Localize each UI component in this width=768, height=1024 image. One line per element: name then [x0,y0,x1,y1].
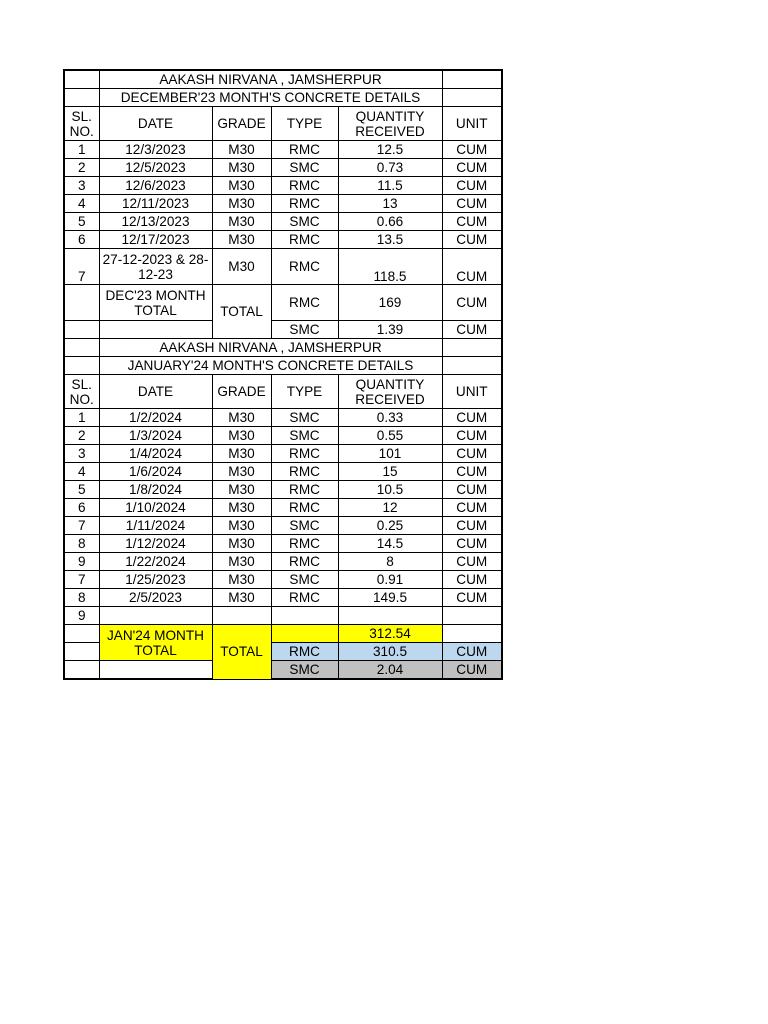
cell-sl-no: 5 [64,213,99,231]
cell-type: SMC [271,427,338,445]
cell-grade: M30 [212,589,271,607]
blank-cell [271,625,338,643]
total-rmc-unit: CUM [442,643,502,661]
header-quantity: QUANTITY RECEIVED [338,107,442,141]
cell-date: 1/10/2024 [99,499,212,517]
december-total-rmc-row [64,285,502,321]
cell-sl-no: 1 [64,409,99,427]
cell-date: 12/3/2023 [99,141,212,159]
cell-date [99,607,212,625]
header-quantity: QUANTITY RECEIVED [338,375,442,409]
january-project-row [64,339,502,357]
blank-cell [442,625,502,643]
cell-sl-no: 1 [64,141,99,159]
cell-type: SMC [271,517,338,535]
cell-quantity: 149.5 [338,589,442,607]
blank-cell [442,89,502,107]
cell-grade [212,607,271,625]
cell-quantity: 13.5 [338,231,442,249]
cell-quantity: 0.33 [338,409,442,427]
cell-sl-no: 7 [64,249,99,285]
cell-date: 1/4/2024 [99,445,212,463]
cell-sl-no: 9 [64,553,99,571]
cell-quantity [338,607,442,625]
blank-cell [64,321,99,339]
cell-sl-no: 6 [64,499,99,517]
cell-unit: CUM [442,141,502,159]
cell-type: RMC [271,553,338,571]
blank-cell [64,89,99,107]
cell-grade: M30 [212,195,271,213]
cell-unit: CUM [442,517,502,535]
cell-quantity: 12 [338,499,442,517]
header-grade: GRADE [212,107,271,141]
cell-date: 1/12/2024 [99,535,212,553]
cell-unit: CUM [442,177,502,195]
cell-grade: M30 [212,427,271,445]
cell-unit: CUM [442,535,502,553]
cell-unit: CUM [442,445,502,463]
total-smc-qty: 2.04 [338,661,442,680]
table-row [64,463,502,481]
total-smc-type: SMC [271,661,338,680]
total-rmc-type: RMC [271,643,338,661]
header-unit: UNIT [442,375,502,409]
table-row [64,607,502,625]
cell-date: 1/6/2024 [99,463,212,481]
cell-sl-no: 8 [64,535,99,553]
cell-date: 1/3/2024 [99,427,212,445]
cell-sl-no: 3 [64,177,99,195]
cell-unit: CUM [442,589,502,607]
cell-type: RMC [271,141,338,159]
cell-quantity: 0.73 [338,159,442,177]
cell-sl-no: 7 [64,517,99,535]
total-smc-qty: 1.39 [338,321,442,339]
cell-date: 12/13/2023 [99,213,212,231]
cell-quantity: 118.5 [338,249,442,285]
cell-type: RMC [271,463,338,481]
cell-grade: M30 [212,213,271,231]
concrete-details-sheet [63,69,503,680]
cell-grade: M30 [212,445,271,463]
cell-type: SMC [271,159,338,177]
cell-date: 2/5/2023 [99,589,212,607]
header-date: DATE [99,375,212,409]
cell-date: 1/8/2024 [99,481,212,499]
december-header-row [64,107,502,141]
header-type: TYPE [271,107,338,141]
cell-unit: CUM [442,571,502,589]
cell-type: RMC [271,481,338,499]
table-row [64,427,502,445]
cell-type [271,607,338,625]
blank-cell [64,285,99,321]
cell-unit: CUM [442,195,502,213]
cell-grade: M30 [212,159,271,177]
table-row [64,195,502,213]
cell-grade: M30 [212,141,271,159]
table-row [64,481,502,499]
cell-unit: CUM [442,553,502,571]
total-smc-type: SMC [271,321,338,339]
blank-cell [442,357,502,375]
total-smc-unit: CUM [442,661,502,680]
cell-sl-no: 5 [64,481,99,499]
blank-cell [442,70,502,89]
cell-date: 27-12-2023 & 28-12-23 [99,249,212,285]
cell-type: RMC [271,445,338,463]
grand-total-value: 312.54 [338,625,442,643]
table-row [64,231,502,249]
table-row [64,249,502,285]
cell-date: 1/11/2024 [99,517,212,535]
january-total-smc-row [64,661,502,680]
cell-unit: CUM [442,409,502,427]
cell-type: RMC [271,177,338,195]
cell-grade: M30 [212,463,271,481]
total-smc-unit: CUM [442,321,502,339]
section-title: JANUARY'24 MONTH'S CONCRETE DETAILS [99,357,442,375]
cell-sl-no: 7 [64,571,99,589]
total-word: TOTAL [212,625,271,680]
project-name: AAKASH NIRVANA , JAMSHERPUR [99,339,442,357]
january-header-row [64,375,502,409]
cell-date: 12/5/2023 [99,159,212,177]
project-name: AAKASH NIRVANA , JAMSHERPUR [99,70,442,89]
cell-grade: M30 [212,481,271,499]
cell-date: 1/2/2024 [99,409,212,427]
cell-unit [442,607,502,625]
cell-quantity: 0.55 [338,427,442,445]
cell-type: RMC [271,499,338,517]
cell-sl-no: 2 [64,427,99,445]
blank-cell [64,339,99,357]
total-rmc-type: RMC [271,285,338,321]
total-rmc-qty: 310.5 [338,643,442,661]
december-project-row [64,70,502,89]
table-row [64,589,502,607]
cell-date: 1/22/2024 [99,553,212,571]
cell-unit: CUM [442,481,502,499]
header-type: TYPE [271,375,338,409]
blank-cell [64,643,99,661]
cell-grade: M30 [212,231,271,249]
cell-grade: M30 [212,499,271,517]
total-word: TOTAL [212,285,271,339]
table-row [64,213,502,231]
cell-quantity: 8 [338,553,442,571]
cell-sl-no: 4 [64,195,99,213]
cell-sl-no: 3 [64,445,99,463]
table-row [64,409,502,427]
cell-grade: M30 [212,553,271,571]
cell-grade: M30 [212,517,271,535]
cell-type: RMC [271,589,338,607]
cell-unit: CUM [442,427,502,445]
cell-grade: M30 [212,177,271,195]
cell-sl-no: 2 [64,159,99,177]
cell-unit: CUM [442,213,502,231]
december-total-smc-row [64,321,502,339]
table-row [64,571,502,589]
blank-cell [99,321,212,339]
cell-quantity: 0.91 [338,571,442,589]
cell-quantity: 15 [338,463,442,481]
cell-quantity: 0.25 [338,517,442,535]
cell-quantity: 13 [338,195,442,213]
sheet-body [64,70,502,679]
table-row [64,517,502,535]
cell-grade: M30 [212,571,271,589]
total-rmc-qty: 169 [338,285,442,321]
header-date: DATE [99,107,212,141]
table-row [64,141,502,159]
january-title-row [64,357,502,375]
total-label: DEC'23 MONTH TOTAL [99,285,212,321]
blank-cell [64,661,99,680]
cell-sl-no: 8 [64,589,99,607]
cell-type: RMC [271,195,338,213]
cell-type: SMC [271,409,338,427]
blank-cell [64,357,99,375]
header-sl-no: SL. NO. [64,375,99,409]
cell-sl-no: 4 [64,463,99,481]
blank-cell [64,625,99,643]
cell-date: 12/6/2023 [99,177,212,195]
header-grade: GRADE [212,375,271,409]
cell-type: RMC [271,231,338,249]
cell-sl-no: 6 [64,231,99,249]
cell-type: RMC [271,249,338,285]
cell-quantity: 10.5 [338,481,442,499]
cell-quantity: 12.5 [338,141,442,159]
cell-sl-no: 9 [64,607,99,625]
header-sl-no: SL. NO. [64,107,99,141]
cell-date: 12/11/2023 [99,195,212,213]
cell-unit: CUM [442,463,502,481]
table-row [64,159,502,177]
section-title: DECEMBER'23 MONTH'S CONCRETE DETAILS [99,89,442,107]
table-row [64,535,502,553]
cell-type: RMC [271,535,338,553]
cell-quantity: 11.5 [338,177,442,195]
cell-type: SMC [271,213,338,231]
cell-grade: M30 [212,409,271,427]
cell-grade: M30 [212,535,271,553]
cell-date: 1/25/2023 [99,571,212,589]
cell-unit: CUM [442,159,502,177]
cell-quantity: 14.5 [338,535,442,553]
cell-unit: CUM [442,249,502,285]
cell-unit: CUM [442,231,502,249]
blank-cell [64,70,99,89]
cell-date: 12/17/2023 [99,231,212,249]
cell-type: SMC [271,571,338,589]
january-grand-total-row [64,625,502,643]
total-rmc-unit: CUM [442,285,502,321]
table-row [64,553,502,571]
cell-unit: CUM [442,499,502,517]
december-title-row [64,89,502,107]
blank-cell [442,339,502,357]
blank-cell [99,661,212,680]
header-unit: UNIT [442,107,502,141]
table-row [64,445,502,463]
table-row [64,177,502,195]
cell-quantity: 0.66 [338,213,442,231]
cell-quantity: 101 [338,445,442,463]
cell-grade: M30 [212,249,271,285]
total-label: JAN'24 MONTH TOTAL [99,625,212,661]
table-row [64,499,502,517]
